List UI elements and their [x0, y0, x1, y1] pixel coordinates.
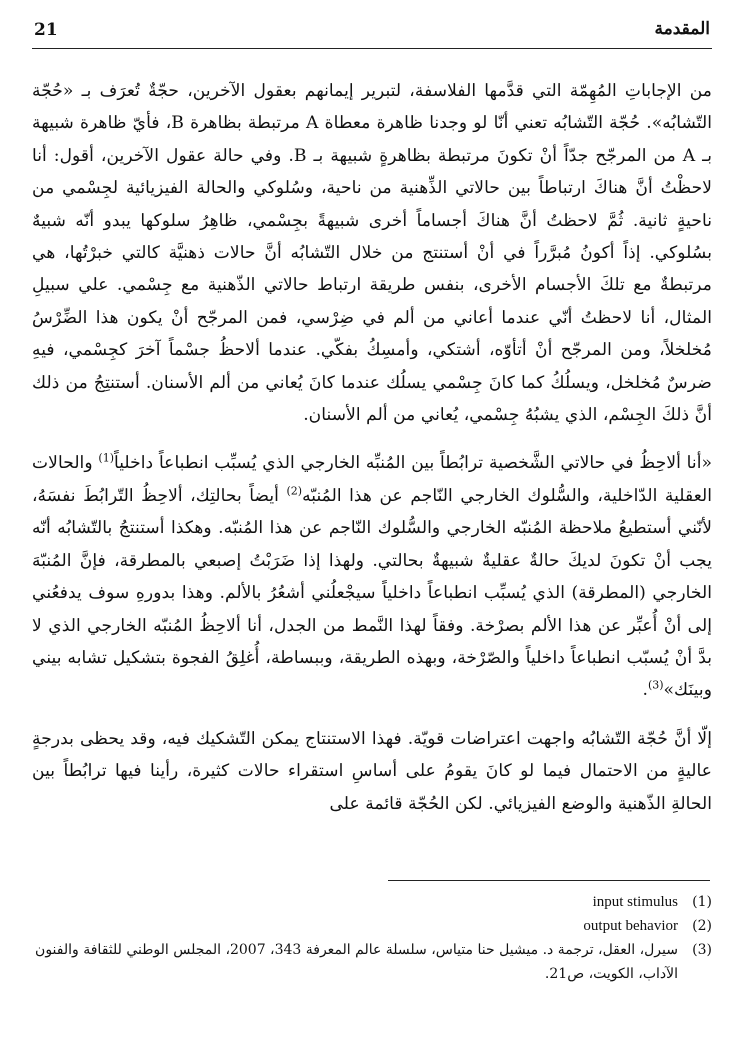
quote-text-part-3: أيضاً بحالتِك، ألاحِظُ التّرابُطَ نفسَهُ، لأنّني أستطيعُ ملاحظة المُنبّه الخارجي والسُّلوك النّاجم عن هذا المُنبّه. وهكذا أستنتجُ بالتّشابُه أنّه يجب أنْ تكونَ لديكَ حالةٌ عقليةٌ شبيهةٌ بحالتي. ولهذا إذا ضَرَبْتُ إصبعي بالمطرقة، فإنَّ المُنبّهَ الخارجي (المطرقة) الذي يُسبِّب انطباعاً داخلياً سيجْعلُني أشعُرُ بالألم. وهذا بدورهِ سوف يدفعُني إلى أنْ أُعبِّر عن هذا الألم بصرْخة. وفقاً لهذا النَّمط من الجدل، أنا ألاحِظُ المُنبّه الخارجي الذي لا بدَّ أنْ يُسبّب انطباعاً داخلياً والصّرْخة، وبهذه الطريقة، وببساطة، أُغلِقُ الفجوة بتشكيل تشابه بيني وبينَك» — [32, 485, 712, 701]
quote-text-end: . — [642, 680, 648, 701]
footnote-text: output behavior — [583, 918, 678, 934]
footnote-number: (1) — [692, 894, 712, 910]
paragraph-analogy-argument: من الإجاباتِ المُهِمّة التي قدَّمها الفلاسفة، لتبرير إيمانهم بعقول الآخرين، حجّةٌ تُعرَف بـ «حُجّة التّشابُه». حُجّة التّشابُه تعني أنّا لو وجدنا ظاهرة معطاة A مرتبطة بظاهرة B، فأيّ ظاهرة شبيهة بـ A من المرجّح جدّاً أنْ تكونَ مرتبطة بظاهرةٍ شبيهة بـ B. وفي حالة عقول الآخرين، أقول: أنا لاحظْتُ أنَّ هناكَ ارتباطاً بين حالاتي الذِّهنية من ناحية، وسُلوكي والحالة الفيزيائية لجِسْمي من ناحيةٍ ثانية. ثُمَّ لاحظتُ أنَّ هناكَ أجساماً أخرى شبيهةً بجِسْمي، ظاهِرُ سلوكها يبدو أنّه شبيهٌ بسُلوكي. إذاً أكونُ مُبرَّراً في أنْ أستنتج من خلال التّشابُه أنَّ حالات ذهنيَّة كالتي خبرْتُها، هي مرتبطةٌ مع تلكَ الأجسام الأخرى، بنفس طريقة ارتباط حالاتي الذّهنية مع جِسْمي. علي سبيلِ المثال، أنا لاحظتُ أنّي عندما أعاني من ألم في ضِرْسي، فمن المرجّح أنْ يكون هذا الضِّرْسُ مُخلخلاً، ومن المرجّح أنْ أتأوّه، أشتكي، وأمسِكُ بفكّي. عندما ألاحظُ جسْماً آخرَ كجِسْمي، فيهِ ضرسٌ مُخلخل، ويسلُكُ كما كانَ جِسْمي يسلُك عندما كانَ يُعاني من ألم الأسنان. أستنتِجُ من ذلك أنَّ ذلكَ الجِسْم، الذي يشبُهُ جِسْمي، يُعاني من ألم الأسنان. — [32, 81, 713, 426]
running-title: المقدمة — [654, 19, 710, 39]
footnote-text: سيرل، العقل، ترجمة د. ميشيل حنا متياس، سلسلة عالم المعرفة 343، 2007، المجلس الوطني للثقافة والفنون الآداب، الكويت، ص21. — [35, 942, 678, 982]
footnote-ref-3: (3) — [647, 678, 664, 692]
footnote-3 — [32, 938, 712, 986]
quote-text-part-1: «أنا ألاحِظُ في حالاتي الشَّخصية ترابُطاً بين المُنبِّه الخارجي الذي يُسبِّب انطباعاً داخلياً — [114, 453, 712, 474]
page-number: 21 — [34, 20, 58, 40]
footnote-ref-1: (1) — [98, 451, 114, 465]
page-header — [32, 14, 712, 49]
footnote-number: (3) — [692, 942, 712, 958]
footnotes — [32, 890, 712, 986]
footnote-1 — [32, 890, 712, 914]
footnote-text: input stimulus — [592, 894, 678, 910]
footnote-divider — [388, 880, 710, 881]
footnote-2 — [32, 914, 712, 938]
book-page — [32, 14, 713, 982]
paragraph-objections: إلّا أنَّ حُجّة التّشابُه واجهت اعتراضات قويّة. فهذا الاستنتاج يمكن التّشكيك فيه، وقد يحظى بدرجةٍ عاليةٍ من الاحتمال فيما لو كانَ يقومُ على أساسِ استقراء حالات كثيرة، رأينا فيها ترابُطاً بين الحالةِ الذّهنية والوضع الفيزيائي. لكن الحُجّة قائمة على — [32, 728, 712, 814]
main-text — [32, 75, 712, 820]
quote-text-part-2: والحالات العقلية الدّاخلية، والسُّلوك الخارجي النّاجم عن هذا المُنبّه — [32, 453, 712, 506]
footnote-ref-2: (2) — [286, 484, 303, 498]
footnote-number: (2) — [692, 918, 712, 934]
paragraph-searle-quote — [32, 447, 712, 706]
